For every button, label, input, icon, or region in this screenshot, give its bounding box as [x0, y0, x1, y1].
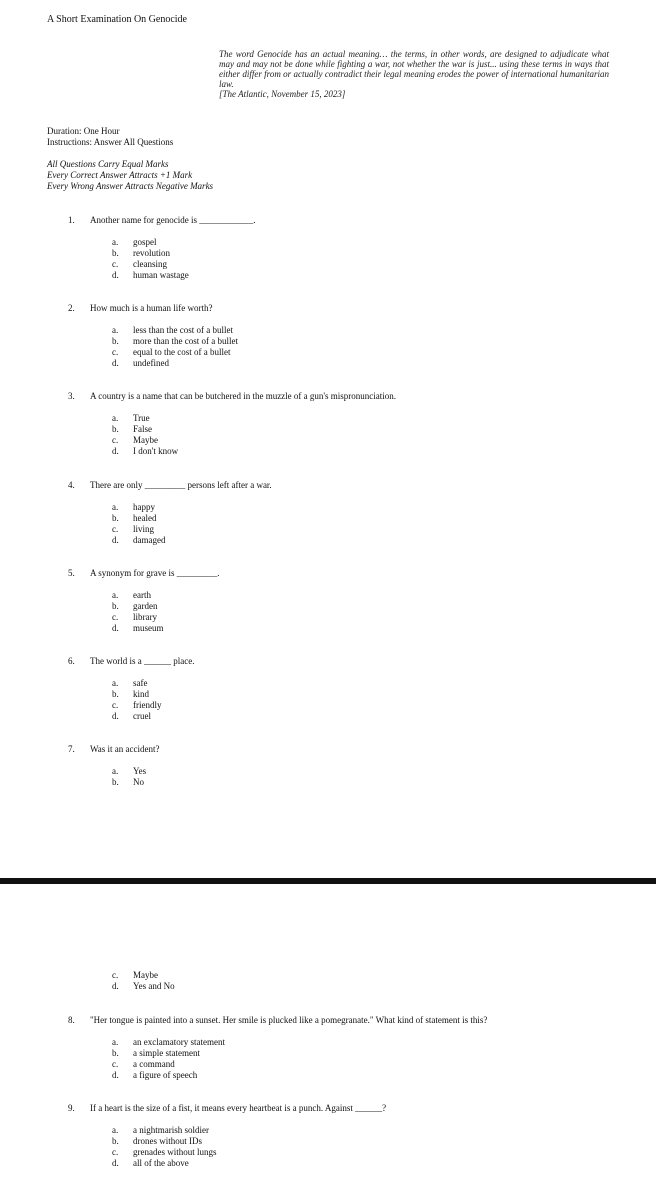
option-letter: b. — [112, 1136, 119, 1146]
question-text: The world is a ______ place. — [90, 656, 195, 666]
option-text: a simple statement — [133, 1048, 200, 1058]
rule-line: All Questions Carry Equal Marks — [47, 159, 169, 169]
option-text: a nightmarish soldier — [133, 1125, 209, 1135]
page-title: A Short Examination On Genocide — [47, 14, 187, 25]
option-text: False — [133, 424, 152, 434]
option-letter: b. — [112, 689, 119, 699]
quote-source: [The Atlantic, November 15, 2023] — [219, 89, 346, 99]
option-text: undefined — [133, 358, 169, 368]
option-letter: d. — [112, 535, 119, 545]
option-text: an exclamatory statement — [133, 1037, 225, 1047]
option-letter: a. — [112, 1037, 119, 1047]
question-number: 2. — [68, 303, 75, 313]
option-text: cruel — [133, 711, 151, 721]
option-text: museum — [133, 623, 164, 633]
question-text: If a heart is the size of a fist, it means every heartbeat is a punch. Against ______? — [90, 1103, 387, 1113]
option-text: less than the cost of a bullet — [133, 325, 233, 335]
option-letter: b. — [112, 424, 119, 434]
option-text: library — [133, 612, 157, 622]
option-text: equal to the cost of a bullet — [133, 347, 231, 357]
option-text: a figure of speech — [133, 1070, 198, 1080]
option-letter: b. — [112, 248, 119, 258]
option-text: revolution — [133, 248, 170, 258]
option-letter: c. — [112, 259, 119, 269]
option-letter: c. — [112, 700, 119, 710]
duration-label: Duration — [47, 126, 79, 136]
duration-value: : One Hour — [79, 126, 120, 136]
option-letter: a. — [112, 1125, 119, 1135]
question-number: 5. — [68, 568, 75, 578]
question-text: Another name for genocide is ____________. — [90, 215, 256, 225]
option-letter: c. — [112, 970, 119, 980]
option-text: No — [133, 777, 144, 787]
epigraph-quote — [219, 49, 609, 99]
option-text: garden — [133, 601, 158, 611]
option-letter: c. — [112, 435, 119, 445]
question-number: 6. — [68, 656, 75, 666]
option-letter: a. — [112, 590, 119, 600]
question-text: A country is a name that can be butchered in the muzzle of a gun's mispronunciation. — [90, 391, 397, 401]
option-letter: d. — [112, 1158, 119, 1168]
option-text: more than the cost of a bullet — [133, 336, 238, 346]
option-text: human wastage — [133, 270, 189, 280]
option-letter: c. — [112, 1059, 119, 1069]
option-text: Maybe — [133, 435, 158, 445]
option-letter: c. — [112, 612, 119, 622]
option-text: grenades without lungs — [133, 1147, 217, 1157]
option-text: Maybe — [133, 970, 158, 980]
option-letter: a. — [112, 502, 119, 512]
option-text: True — [133, 413, 150, 423]
question-number: 1. — [68, 215, 75, 225]
option-text: all of the above — [133, 1158, 189, 1168]
option-text: gospel — [133, 237, 157, 247]
option-text: happy — [133, 502, 155, 512]
question-text: A synonym for grave is _________. — [90, 568, 220, 578]
question-number: 4. — [68, 480, 75, 490]
question-number: 8. — [68, 1015, 75, 1025]
question-text: Was it an accident? — [90, 744, 160, 754]
option-letter: b. — [112, 513, 119, 523]
question-text: "Her tongue is painted into a sunset. Her smile is plucked like a pomegranate." What kind of statement is this? — [90, 1015, 488, 1025]
option-letter: a. — [112, 766, 119, 776]
option-letter: b. — [112, 336, 119, 346]
option-letter: a. — [112, 237, 119, 247]
option-letter: d. — [112, 981, 119, 991]
option-letter: a. — [112, 325, 119, 335]
option-letter: b. — [112, 601, 119, 611]
option-letter: c. — [112, 347, 119, 357]
option-letter: d. — [112, 270, 119, 280]
option-text: safe — [133, 678, 148, 688]
instructions-label: Instructions — [47, 137, 90, 147]
option-text: drones without IDs — [133, 1136, 202, 1146]
option-letter: d. — [112, 358, 119, 368]
option-letter: d. — [112, 623, 119, 633]
option-letter: b. — [112, 777, 119, 787]
option-letter: a. — [112, 678, 119, 688]
question-number: 7. — [68, 744, 75, 754]
option-text: I don't know — [133, 446, 179, 456]
question-text: There are only _________ persons left after a war. — [90, 480, 272, 490]
option-text: living — [133, 524, 155, 534]
option-text: friendly — [133, 700, 162, 710]
option-letter: d. — [112, 446, 119, 456]
option-text: Yes — [133, 766, 147, 776]
instructions-value: : Answer All Questions — [89, 137, 174, 147]
question-number: 9. — [68, 1103, 75, 1113]
option-letter: d. — [112, 711, 119, 721]
option-text: kind — [133, 689, 150, 699]
option-letter: b. — [112, 1048, 119, 1058]
option-letter: c. — [112, 524, 119, 534]
quote-text: The word Genocide has an actual meaning… the terms, in other words, are designed to adjudicate what may and may not be done while fighting a war, not whether the war is just... using these terms in ways that either differ from or actually contradict their legal meaning erodes the power of international humanitarian law. — [219, 49, 609, 89]
option-text: cleansing — [133, 259, 167, 269]
option-letter: d. — [112, 1070, 119, 1080]
question-text: How much is a human life worth? — [90, 303, 213, 313]
option-letter: c. — [112, 1147, 119, 1157]
option-letter: a. — [112, 413, 119, 423]
option-text: earth — [133, 590, 151, 600]
option-text: healed — [133, 513, 157, 523]
rule-line: Every Wrong Answer Attracts Negative Marks — [47, 181, 214, 191]
duration-line — [47, 126, 120, 136]
option-text: a command — [133, 1059, 175, 1069]
option-text: Yes and No — [133, 981, 175, 991]
question-number: 3. — [68, 391, 75, 401]
page-break-divider — [0, 878, 656, 884]
option-text: damaged — [133, 535, 166, 545]
rule-line: Every Correct Answer Attracts +1 Mark — [47, 170, 193, 180]
instructions-line — [47, 137, 173, 147]
